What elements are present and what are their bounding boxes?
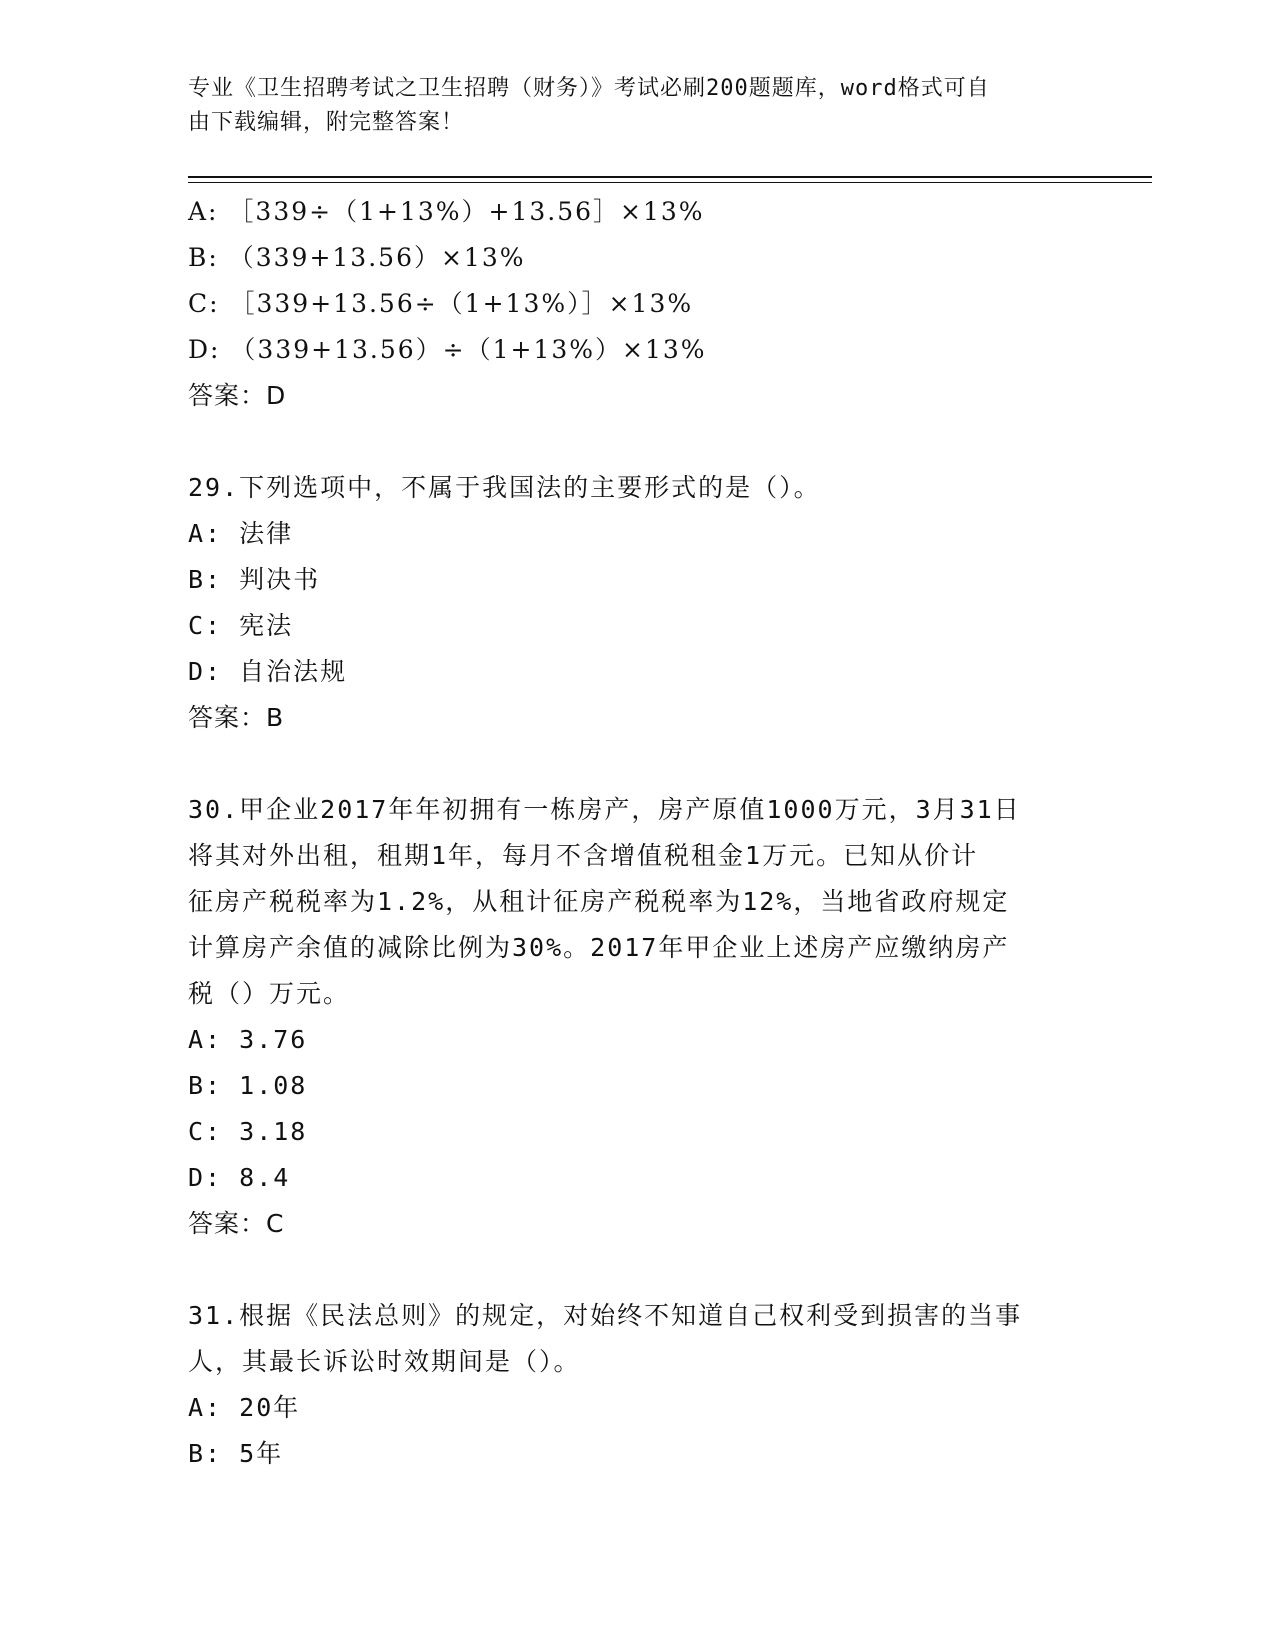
option-a: A: 20年	[188, 1393, 301, 1422]
question-text-line-5: 税（）万元。	[188, 979, 351, 1008]
answer-line: 答案：C	[188, 1209, 285, 1238]
option-a: A: 3.76	[188, 1025, 308, 1054]
document-header	[188, 72, 1068, 140]
option-c: C: 3.18	[188, 1117, 308, 1146]
question-text-line-3: 征房产税税率为1.2%，从租计征房产税税率为12%，当地省政府规定	[188, 887, 1010, 916]
question-28	[188, 189, 1088, 419]
question-text-line-4: 计算房产余值的减除比例为30%。2017年甲企业上述房产应缴纳房产	[188, 933, 1010, 962]
option-b: B: 5年	[188, 1439, 284, 1468]
header-line-2: 由下载编辑，附完整答案！	[188, 110, 465, 135]
option-b: B: 判决书	[188, 565, 321, 594]
header-rule-thick	[188, 176, 1152, 178]
question-31	[188, 1293, 1088, 1477]
question-text-line-1: 30.甲企业2017年年初拥有一栋房产，房产原值1000万元，3月31日	[188, 795, 1021, 824]
option-d: D: 自治法规	[188, 657, 348, 686]
option-a: A: ［339÷（1+13%）+13.56］×13%	[188, 197, 705, 226]
question-text-line-1: 31.根据《民法总则》的规定，对始终不知道自己权利受到损害的当事	[188, 1301, 1023, 1330]
answer-line: 答案：B	[188, 703, 285, 732]
option-c: C: ［339+13.56÷（1+13%）］×13%	[188, 289, 694, 318]
option-b: B: 1.08	[188, 1071, 308, 1100]
question-text-line-2: 将其对外出租，租期1年，每月不含增值税租金1万元。已知从价计	[188, 841, 979, 870]
header-rule-thin	[188, 182, 1152, 183]
question-29	[188, 465, 1088, 741]
spacer	[188, 741, 1088, 787]
option-a: A: 法律	[188, 519, 294, 548]
spacer	[188, 419, 1088, 465]
option-d: D: 8.4	[188, 1163, 291, 1192]
question-text-line-2: 人，其最长诉讼时效期间是（）。	[188, 1347, 581, 1376]
option-c: C: 宪法	[188, 611, 294, 640]
question-list	[188, 189, 1088, 1477]
question-text: 29.下列选项中，不属于我国法的主要形式的是（）。	[188, 473, 821, 502]
answer-line: 答案：D	[188, 381, 287, 410]
question-30	[188, 787, 1088, 1247]
option-d: D: （339+13.56）÷（1+13%）×13%	[188, 335, 707, 364]
header-line-1: 专业《卫生招聘考试之卫生招聘（财务）》考试必刷200题题库，word格式可自	[188, 76, 990, 101]
spacer	[188, 1247, 1088, 1293]
option-b: B: （339+13.56）×13%	[188, 243, 526, 272]
